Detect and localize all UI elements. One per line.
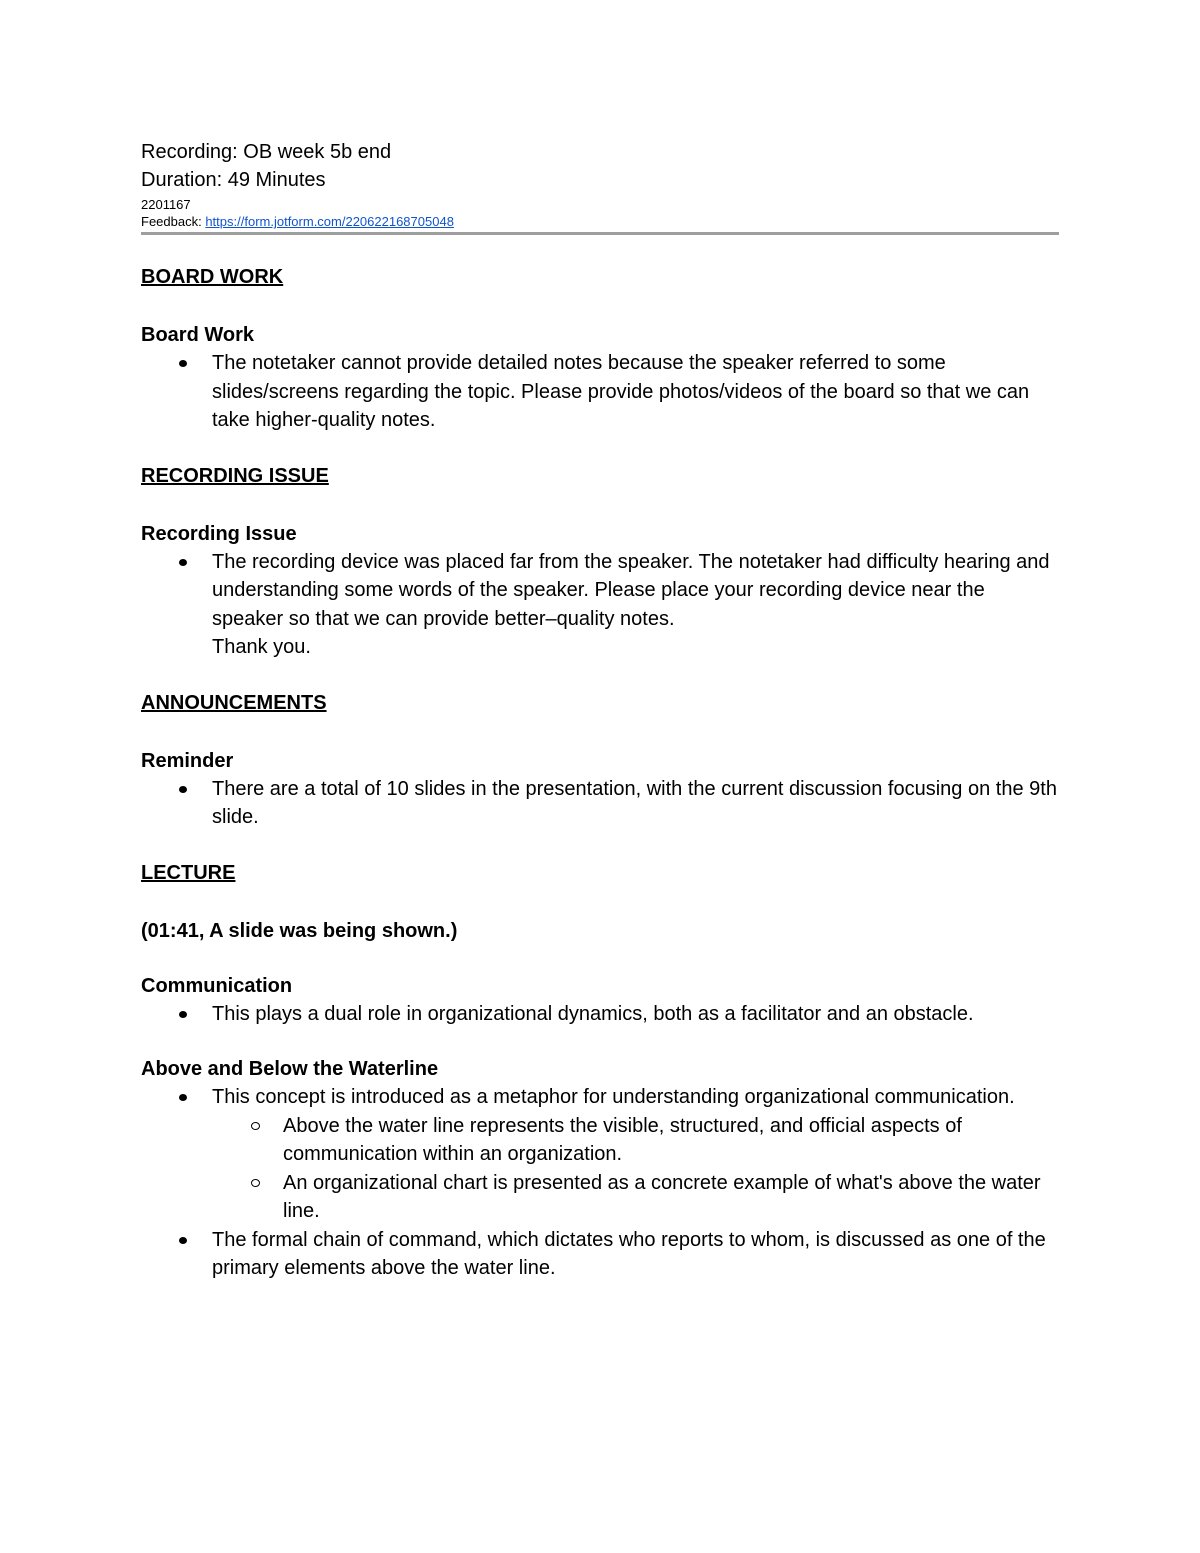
list-item [141, 1083, 1059, 1226]
bullet-icon [179, 559, 187, 566]
list-item [141, 548, 1059, 662]
section-title-announcements: ANNOUNCEMENTS [141, 691, 327, 714]
sub-list-item-text: An organizational chart is presented as a concrete example of what's above the water line. [283, 1171, 1041, 1222]
list-item-text: This concept is introduced as a metaphor for understanding organizational communication. [212, 1086, 1015, 1108]
subheading-board-work: Board Work [141, 324, 254, 346]
feedback-line [141, 213, 1059, 230]
subheading-waterline: Above and Below the Waterline [141, 1058, 439, 1080]
bullet-icon [179, 360, 187, 367]
bullet-icon [179, 1094, 187, 1101]
recording-title: Recording: OB week 5b end [141, 141, 392, 163]
bullet-icon [179, 1011, 187, 1018]
list-item [141, 1000, 1059, 1029]
hollow-bullet-icon [251, 1122, 260, 1130]
section-title-recording-issue: RECORDING ISSUE [141, 464, 329, 487]
feedback-label: Feedback: [141, 214, 206, 229]
subheading-communication: Communication [141, 974, 293, 997]
announcements-section [141, 689, 1059, 832]
sub-list-item [212, 1169, 1059, 1226]
board-work-section [141, 263, 1059, 435]
feedback-link[interactable]: https://form.jotform.com/220622168705048 [205, 214, 454, 229]
bullet-icon [179, 786, 187, 793]
bullet-icon [179, 1237, 187, 1244]
thank-you-text: Thank you. [212, 636, 311, 658]
list-item-text: The notetaker cannot provide detailed notes because the speaker referred to some slides/screens regarding the topic. Please provide photos/videos of the board so that we can take higher-quality notes. [212, 352, 1030, 431]
waterline-list [141, 1083, 1059, 1283]
list-item [141, 775, 1059, 832]
list-item-text: The recording device was placed far from the speaker. The notetaker had difficulty hearing and understanding some words of the speaker. Please place your recording device near the speaker so that we can provide better–quality notes. [212, 550, 1050, 630]
lecture-timestamp: (01:41, A slide was being shown.) [141, 919, 458, 942]
lecture-section [141, 859, 1059, 1283]
list-item-text: The formal chain of command, which dictates who reports to whom, is discussed as one of the primary elements above the water line. [212, 1228, 1046, 1279]
recording-issue-section [141, 462, 1059, 662]
list-item-text: There are a total of 10 slides in the presentation, with the current discussion focusing on the 9th slide. [212, 777, 1057, 828]
waterline-sublist [212, 1112, 1059, 1226]
board-work-list [141, 349, 1059, 435]
list-item-text: This plays a dual role in organizational dynamics, both as a facilitator and an obstacle. [212, 1002, 974, 1025]
hollow-bullet-icon [251, 1179, 260, 1187]
subheading-recording-issue: Recording Issue [141, 522, 297, 545]
section-title-lecture: LECTURE [141, 861, 236, 884]
list-item [141, 349, 1059, 435]
subheading-reminder: Reminder [141, 749, 234, 772]
document-page [141, 138, 1059, 1283]
session-code: 2201167 [141, 197, 191, 212]
document-header [141, 138, 1059, 235]
communication-list [141, 1000, 1059, 1029]
section-title-board-work: BOARD WORK [141, 266, 284, 288]
recording-issue-list [141, 548, 1059, 662]
sub-list-item-text: Above the water line represents the visible, structured, and official aspects of communication within an organization. [283, 1114, 962, 1165]
announcements-list [141, 775, 1059, 832]
list-item [70, 1226, 1059, 1283]
duration-text: Duration: 49 Minutes [141, 169, 326, 191]
sub-list-item [212, 1112, 1059, 1169]
